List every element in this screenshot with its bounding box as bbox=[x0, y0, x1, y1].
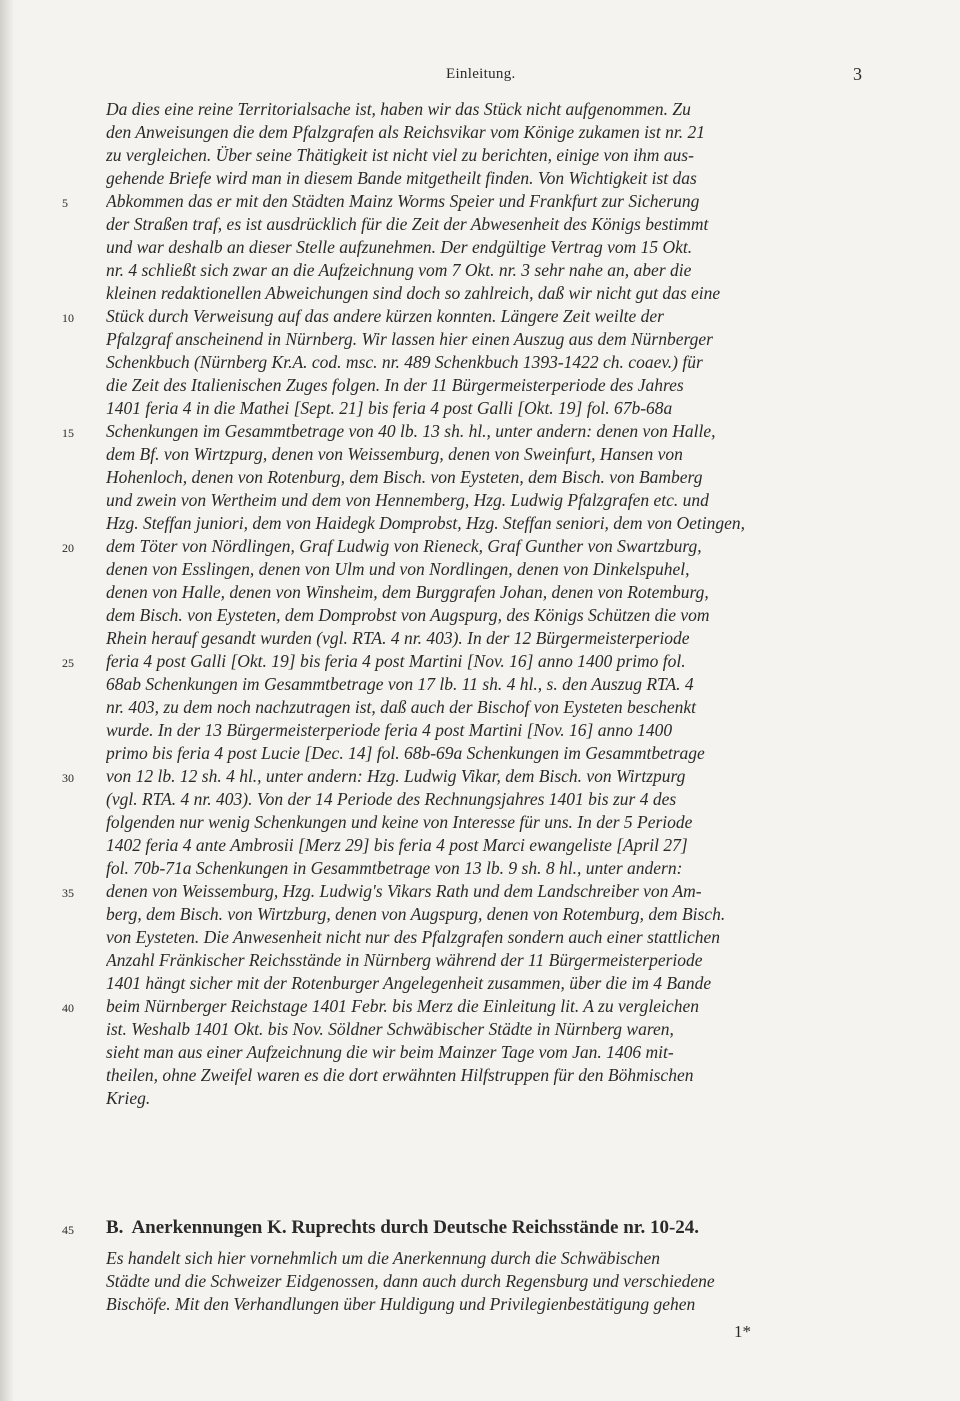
text-line: Hohenloch, denen von Rotenburg, dem Bisch. von Eysteten, dem Bisch. von Bamberg bbox=[106, 467, 703, 487]
text-line: Pfalzgraf anscheinend in Nürnberg. Wir lassen hier einen Auszug aus dem Nürnberger bbox=[106, 329, 713, 349]
line-number: 5 bbox=[62, 196, 68, 210]
section-letter: B. bbox=[106, 1217, 124, 1238]
text-line: Es handelt sich hier vornehmlich um die Anerkennung durch die Schwäbischen bbox=[106, 1248, 661, 1268]
text-line: sieht man aus einer Aufzeichnung die wir beim Mainzer Tage vom Jan. 1406 mit- bbox=[106, 1042, 674, 1062]
line-number: 35 bbox=[62, 886, 74, 900]
line-number: 40 bbox=[62, 1001, 74, 1015]
text-line: Schenkbuch (Nürnberg Kr.A. cod. msc. nr. 489 Schenkbuch 1393-1422 ch. coaev.) für bbox=[106, 352, 703, 372]
text-line: und war deshalb an dieser Stelle aufzunehmen. Der endgültige Vertrag vom 15 Okt. bbox=[106, 237, 693, 257]
text-line: nr. 4 schließt sich zwar an die Aufzeichnung vom 7 Okt. nr. 3 sehr nahe an, aber die bbox=[106, 260, 692, 280]
line-number: 30 bbox=[62, 771, 74, 785]
text-line: Rhein herauf gesandt wurden (vgl. RTA. 4 nr. 403). In der 12 Bürgermeisterperiode bbox=[106, 628, 690, 648]
text-line: fol. 70b-71a Schenkungen in Gesammtbetrage von 13 lb. 9 sh. 8 hl., unter andern: bbox=[106, 858, 683, 878]
text-line: Anzahl Fränkischer Reichsstände in Nürnberg während der 11 Bürgermeisterperiode bbox=[106, 950, 703, 970]
line-number: 25 bbox=[62, 656, 74, 670]
text-line: die Zeit des Italienischen Zuges folgen. In der 11 Bürgermeisterperiode des Jahres bbox=[106, 375, 684, 395]
text-line: 68ab Schenkungen im Gesammtbetrage von 17 lb. 11 sh. 4 hl., s. den Auszug RTA. 4 bbox=[106, 674, 694, 694]
text-line: beim Nürnberger Reichstage 1401 Febr. bis Merz die Einleitung lit. A zu vergleichen bbox=[106, 996, 699, 1016]
text-line: berg, dem Bisch. von Wirtzburg, denen von Augspurg, denen von Rotemburg, dem Bisch. bbox=[106, 904, 726, 924]
text-line: dem Töter von Nördlingen, Graf Ludwig von Rieneck, Graf Gunther von Swartzburg, bbox=[106, 536, 702, 556]
text-line: zu vergleichen. Über seine Thätigkeit ist nicht viel zu berichten, einige von ihm aus- bbox=[106, 145, 694, 165]
header-title: Einleitung. bbox=[446, 66, 516, 82]
text-line: den Anweisungen die dem Pfalzgrafen als Reichsvikar vom Könige zukamen ist nr. 21 bbox=[106, 122, 705, 142]
text-line: 1401 hängt sicher mit der Rotenburger Angelegenheit zusammen, über die im 4 Bande bbox=[106, 973, 712, 993]
text-line: ist. Weshalb 1401 Okt. bis Nov. Söldner Schwäbischer Städte in Nürnberg waren, bbox=[106, 1019, 674, 1039]
section-heading bbox=[106, 1217, 861, 1239]
text-line: Hzg. Steffan juniori, dem von Haidegk Domprobst, Hzg. Steffan seniori, dem von Oetingen, bbox=[106, 513, 745, 533]
text-line: feria 4 post Galli [Okt. 19] bis feria 4 post Martini [Nov. 16] anno 1400 primo fol. bbox=[106, 651, 686, 671]
section-title: Anerkennungen K. Ruprechts durch Deutsche Reichsstände nr. 10-24. bbox=[131, 1217, 700, 1238]
text-line: der Straßen traf, es ist ausdrücklich für die Zeit der Abwesenheit des Königs bestimmt bbox=[106, 214, 709, 234]
text-line: folgenden nur wenig Schenkungen und keine von Interesse für uns. In der 5 Periode bbox=[106, 812, 693, 832]
text-line: Bischöfe. Mit den Verhandlungen über Huldigung und Privilegienbestätigung gehen bbox=[106, 1294, 696, 1314]
text-line: und zwein von Wertheim und dem von Hennemberg, Hzg. Ludwig Pfalzgrafen etc. und bbox=[106, 490, 709, 510]
running-header bbox=[0, 66, 960, 90]
text-line: dem Bf. von Wirtzpurg, denen von Weissemburg, denen von Sweinfurt, Hansen von bbox=[106, 444, 683, 464]
line-number: 20 bbox=[62, 541, 74, 555]
line-number: 45 bbox=[62, 1223, 74, 1237]
text-line: dem Bisch. von Eysteten, dem Domprobst von Augspurg, des Königs Schützen die vom bbox=[106, 605, 710, 625]
text-line: Abkommen das er mit den Städten Mainz Worms Speier und Frankfurt zur Sicherung bbox=[106, 191, 700, 211]
text-line: theilen, ohne Zweifel waren es die dort erwähnten Hilfstruppen für den Böhmischen bbox=[106, 1065, 694, 1085]
page-number: 3 bbox=[853, 64, 862, 84]
text-line: 1402 feria 4 ante Ambrosii [Merz 29] bis feria 4 post Marci ewangeliste [April 27] bbox=[106, 835, 688, 855]
text-line: denen von Esslingen, denen von Ulm und von Nordlingen, denen von Dinkelspuhel, bbox=[106, 559, 690, 579]
text-line: von Eysteten. Die Anwesenheit nicht nur des Pfalzgrafen sondern auch einer stattlichen bbox=[106, 927, 721, 947]
page-edge-shadow bbox=[0, 0, 14, 1401]
text-line: primo bis feria 4 post Lucie [Dec. 14] fol. 68b-69a Schenkungen im Gesammtbetrage bbox=[106, 743, 705, 763]
text-line: 1401 feria 4 in die Mathei [Sept. 21] bis feria 4 post Galli [Okt. 19] fol. 67b-68a bbox=[106, 398, 673, 418]
line-number: 15 bbox=[62, 426, 74, 440]
line-number: 10 bbox=[62, 311, 74, 325]
text-line: von 12 lb. 12 sh. 4 hl., unter andern: Hzg. Ludwig Vikar, dem Bisch. von Wirtzpurg bbox=[106, 766, 686, 786]
text-line: Krieg. bbox=[106, 1088, 151, 1108]
text-line: gehende Briefe wird man in diesem Bande mitgetheilt finden. Von Wichtigkeit ist das bbox=[106, 168, 697, 188]
text-line: Da dies eine reine Territorialsache ist, haben wir das Stück nicht aufgenommen. Zu bbox=[106, 99, 691, 119]
signature-mark: 1* bbox=[734, 1322, 751, 1341]
text-line: Städte und die Schweizer Eidgenossen, dann auch durch Regensburg und verschiedene bbox=[106, 1271, 715, 1291]
text-line: Stück durch Verweisung auf das andere kürzen konnten. Längere Zeit weilte der bbox=[106, 306, 664, 326]
text-line: nr. 403, zu dem noch nachzutragen ist, daß auch der Bischof von Eysteten beschenkt bbox=[106, 697, 697, 717]
text-line: wurde. In der 13 Bürgermeisterperiode feria 4 post Martini [Nov. 16] anno 1400 bbox=[106, 720, 673, 740]
text-line: (vgl. RTA. 4 nr. 403). Von der 14 Periode des Rechnungsjahres 1401 bis zur 4 des bbox=[106, 789, 677, 809]
text-line: Schenkungen im Gesammtbetrage von 40 lb. 13 sh. hl., unter andern: denen von Halle, bbox=[106, 421, 716, 441]
text-line: denen von Halle, denen von Winsheim, dem Burggrafen Johan, denen von Rotemburg, bbox=[106, 582, 709, 602]
text-line: denen von Weissemburg, Hzg. Ludwig's Vikars Rath und dem Landschreiber von Am- bbox=[106, 881, 702, 901]
text-line: kleinen redaktionellen Abweichungen sind doch so zahlreich, daß wir nicht gut das eine bbox=[106, 283, 721, 303]
